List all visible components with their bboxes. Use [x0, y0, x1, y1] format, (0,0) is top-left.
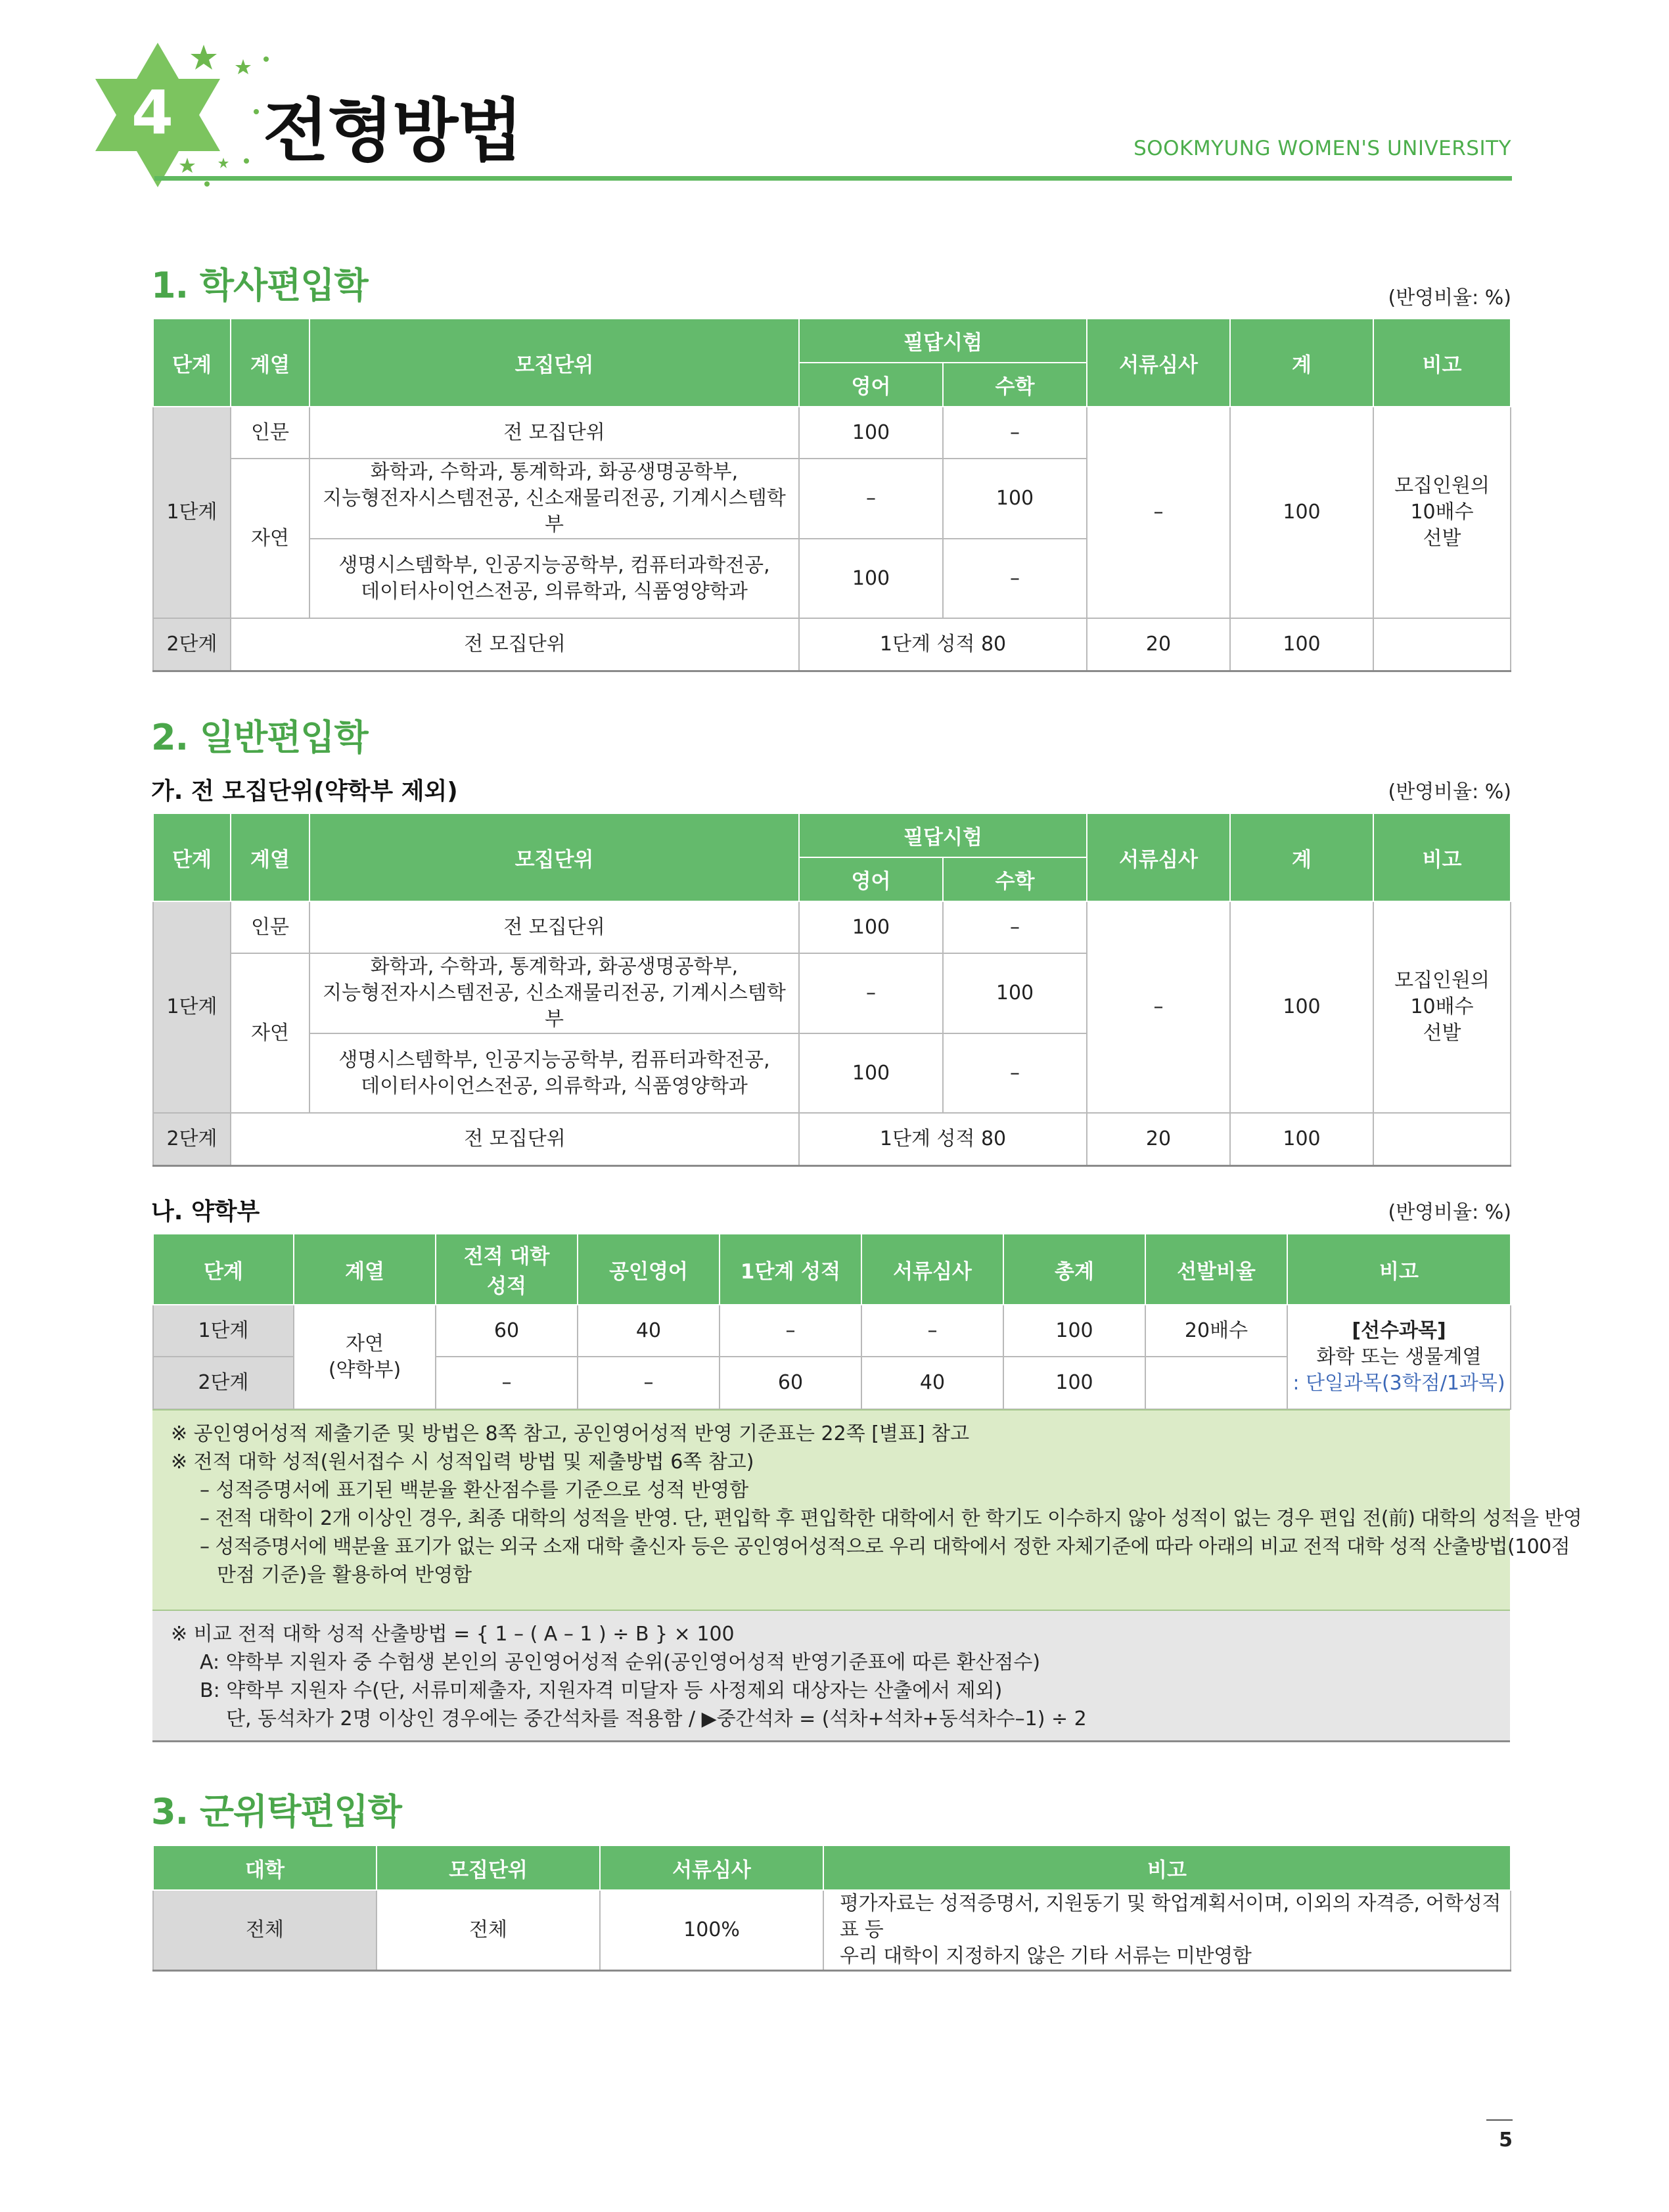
- unit-cell: 전 모집단위: [309, 407, 799, 459]
- note-line: – 성적증명서에 표기된 백분율 환산점수를 기준으로 성적 반영함: [200, 1479, 749, 1502]
- docs-cell: 100%: [600, 1890, 823, 1971]
- english-cell: –: [799, 459, 943, 539]
- header-docs: 서류심사: [1087, 813, 1230, 901]
- total-cell: 100: [1230, 1113, 1373, 1165]
- unit-line: 데이터사이언스전공, 의류학과, 식품영양학과: [361, 579, 748, 603]
- field-cell: 인문: [231, 901, 309, 953]
- ratio-note: (반영비율: %): [1388, 780, 1511, 803]
- english-cell: 100: [799, 407, 943, 459]
- page-number-rule: [1486, 2119, 1513, 2121]
- ratio-cell: 20배수: [1145, 1305, 1287, 1357]
- unit-cell: [309, 1033, 799, 1113]
- gpa-cell: 60: [436, 1305, 578, 1357]
- remarks-cell: [1373, 901, 1511, 1113]
- stage-cell: 2단계: [153, 618, 231, 671]
- remarks-line: 평가자료는 성적증명서, 지원동기 및 학업계획서이며, 이외의 자격증, 어학성적표 등: [840, 1892, 1501, 1941]
- subsection-title-b: 나. 약학부: [151, 1198, 260, 1225]
- note-line: 만점 기준)을 활용하여 반영함: [217, 1564, 472, 1587]
- english-cell: 100: [799, 901, 943, 953]
- header-total: 계: [1230, 813, 1373, 901]
- unit-line: 지능형전자시스템전공, 신소재물리전공, 기계시스템학부: [323, 487, 786, 536]
- unit-cell: 전 모집단위: [231, 618, 799, 671]
- header-rule: [154, 176, 1512, 181]
- remarks-line: 모집인원의: [1394, 969, 1490, 992]
- stage1-score-cell: –: [720, 1305, 861, 1357]
- field-line: 자연: [346, 1332, 384, 1355]
- docs-cell: –: [1087, 407, 1230, 618]
- remarks-cell: [1373, 618, 1511, 671]
- remarks-line: 10배수: [1410, 995, 1474, 1018]
- docs-cell: –: [1087, 901, 1230, 1113]
- gpa-cell: –: [436, 1357, 578, 1409]
- header-field: 계열: [294, 1234, 436, 1305]
- header-stage: 단계: [153, 813, 231, 901]
- formula-line: 단, 동석차가 2명 이상인 경우에는 중간석차를 적용함 / ▶중간석차 = (석차+석차+동석차수–1) ÷ 2: [226, 1707, 1087, 1730]
- section-title-1: 1. 학사편입학: [151, 265, 368, 306]
- header-unit: 모집단위: [309, 813, 799, 901]
- header-total: 총계: [1003, 1234, 1145, 1305]
- unit-cell: 전 모집단위: [231, 1113, 799, 1165]
- stage-cell: 2단계: [153, 1357, 294, 1409]
- section-title-3: 3. 군위탁편입학: [151, 1791, 401, 1832]
- note-line: ※ 공인영어성적 제출기준 및 방법은 8쪽 참고, 공인영어성적 반영 기준표는 22쪽 [별표] 참고: [171, 1422, 970, 1445]
- formula-line: B: 약학부 지원자 수(단, 서류미제출자, 지원자격 미달자 등 사정제외 대상자는 산출에서 제외): [200, 1679, 1003, 1702]
- header-docs: 서류심사: [600, 1845, 823, 1890]
- ratio-cell: [1145, 1357, 1287, 1409]
- field-cell: 자연: [231, 459, 309, 618]
- header-unit: 모집단위: [309, 319, 799, 407]
- field-cell: 자연: [231, 953, 309, 1113]
- remarks-line: 화학 또는 생물계열: [1316, 1345, 1482, 1368]
- remarks-line: 우리 대학이 지정하지 않은 기타 서류는 미반영함: [840, 1945, 1252, 1968]
- remarks-line: 10배수: [1410, 501, 1474, 524]
- remarks-cell: [1373, 1113, 1511, 1165]
- remarks-line: [선수과목]: [1352, 1319, 1446, 1342]
- written-cell: 1단계 성적 80: [799, 1113, 1087, 1165]
- unit-cell: 전 모집단위: [309, 901, 799, 953]
- unit-line: 생명시스템학부, 인공지능공학부, 컴퓨터과학전공,: [338, 553, 770, 577]
- formula-line: ※ 비교 전적 대학 성적 산출방법 = { 1 – ( A – 1 ) ÷ B } × 100: [171, 1623, 735, 1646]
- header-unit: 모집단위: [377, 1845, 600, 1890]
- unit-line: 화학과, 수학과, 통계학과, 화공생명공학부,: [370, 461, 739, 484]
- unit-cell: 전체: [377, 1890, 600, 1971]
- written-cell: 1단계 성적 80: [799, 618, 1087, 671]
- formula-box: [152, 1611, 1510, 1742]
- chapter-star-emblem: [79, 26, 289, 191]
- university-name: SOOKMYUNG WOMEN'S UNIVERSITY: [1133, 137, 1511, 160]
- note-line: ※ 전적 대학 성적(원서접수 시 성적입력 방법 및 제출방법 6쪽 참고): [171, 1451, 754, 1474]
- header-line: 전적 대학: [463, 1245, 550, 1269]
- header-total: 계: [1230, 319, 1373, 407]
- math-cell: –: [943, 1033, 1087, 1113]
- chapter-title: 전형방법: [263, 91, 522, 171]
- remarks-line: 모집인원의: [1394, 474, 1490, 497]
- notes-box: [152, 1409, 1582, 1611]
- unit-line: 생명시스템학부, 인공지능공학부, 컴퓨터과학전공,: [338, 1048, 770, 1072]
- stage-cell: 1단계: [153, 901, 231, 1113]
- english-cell: 40: [578, 1305, 720, 1357]
- header-written-exam: 필답시험: [799, 813, 1087, 857]
- remarks-line: : 단일과목(3학점/1과목): [1292, 1371, 1505, 1395]
- math-cell: 100: [943, 459, 1087, 539]
- total-cell: 100: [1230, 407, 1373, 618]
- header-written-exam: 필답시험: [799, 319, 1087, 363]
- total-cell: 100: [1230, 618, 1373, 671]
- header-stage: 단계: [153, 1234, 294, 1305]
- header-prior-gpa: [436, 1234, 578, 1305]
- docs-cell: 40: [861, 1357, 1003, 1409]
- total-cell: 100: [1230, 901, 1373, 1113]
- table-military-transfer: [152, 1845, 1511, 1972]
- total-cell: 100: [1003, 1357, 1145, 1409]
- stage1-score-cell: 60: [720, 1357, 861, 1409]
- docs-cell: 20: [1087, 618, 1230, 671]
- remarks-line: 선발: [1423, 1022, 1461, 1045]
- field-cell: 인문: [231, 407, 309, 459]
- english-cell: 100: [799, 1033, 943, 1113]
- unit-cell: [309, 539, 799, 618]
- header-college: 대학: [153, 1845, 377, 1890]
- field-cell: [294, 1305, 436, 1409]
- table-pharmacy: [152, 1233, 1511, 1410]
- remarks-cell: [1287, 1305, 1511, 1409]
- docs-cell: 20: [1087, 1113, 1230, 1165]
- ratio-note: (반영비율: %): [1388, 286, 1511, 309]
- unit-line: 데이터사이언스전공, 의류학과, 식품영양학과: [361, 1074, 748, 1098]
- remarks-cell: [1373, 407, 1511, 618]
- note-line: – 전적 대학이 2개 이상인 경우, 최종 대학의 성적을 반영. 단, 편입학 후 편입학한 대학에서 한 학기도 이수하지 않아 성적이 없는 경우 편입 전(前) 대학의 성적을 반영: [200, 1507, 1582, 1530]
- remarks-line: 선발: [1423, 527, 1461, 550]
- subsection-title-a: 가. 전 모집단위(약학부 제외): [151, 778, 458, 805]
- college-cell: 전체: [153, 1890, 377, 1971]
- math-cell: –: [943, 407, 1087, 459]
- stage-cell: 2단계: [153, 1113, 231, 1165]
- header-docs: 서류심사: [1087, 319, 1230, 407]
- math-cell: 100: [943, 953, 1087, 1033]
- formula-line: A: 약학부 지원자 중 수험생 본인의 공인영어성적 순위(공인영어성적 반영기준표에 따른 환산점수): [200, 1651, 1041, 1674]
- english-cell: –: [799, 953, 943, 1033]
- ratio-note: (반영비율: %): [1388, 1201, 1511, 1224]
- header-remarks: 비고: [1373, 319, 1511, 407]
- english-cell: –: [578, 1357, 720, 1409]
- table-general-transfer: [152, 813, 1511, 1167]
- header-remarks: 비고: [823, 1845, 1511, 1890]
- unit-line: 지능형전자시스템전공, 신소재물리전공, 기계시스템학부: [323, 982, 786, 1031]
- header-stage: 단계: [153, 319, 231, 407]
- header-field: 계열: [231, 813, 309, 901]
- header-english: 영어: [799, 363, 943, 407]
- remarks-cell: [823, 1890, 1511, 1971]
- unit-line: 화학과, 수학과, 통계학과, 화공생명공학부,: [370, 955, 739, 978]
- stage-cell: 1단계: [153, 1305, 294, 1357]
- header-stage1-score: 1단계 성적: [720, 1234, 861, 1305]
- math-cell: –: [943, 901, 1087, 953]
- header-line: 성적: [487, 1275, 526, 1298]
- field-line: (약학부): [328, 1358, 401, 1382]
- page-number: 5: [1499, 2129, 1513, 2152]
- header-english: 영어: [799, 857, 943, 901]
- note-line: – 성적증명서에 백분율 표기가 없는 외국 소재 대학 출신자 등은 공인영어성적으로 우리 대학에서 정한 자체기준에 따라 아래의 비교 전적 대학 성적 산출방법(100점: [200, 1535, 1570, 1558]
- header-remarks: 비고: [1373, 813, 1511, 901]
- english-cell: 100: [799, 539, 943, 618]
- unit-cell: [309, 459, 799, 539]
- header-math: 수학: [943, 857, 1087, 901]
- chapter-number: 4: [131, 78, 174, 148]
- unit-cell: [309, 953, 799, 1033]
- header-field: 계열: [231, 319, 309, 407]
- header-remarks: 비고: [1287, 1234, 1511, 1305]
- header-ratio: 선발비율: [1145, 1234, 1287, 1305]
- header-docs: 서류심사: [861, 1234, 1003, 1305]
- table-bachelor-transfer: [152, 318, 1511, 672]
- docs-cell: –: [861, 1305, 1003, 1357]
- total-cell: 100: [1003, 1305, 1145, 1357]
- header-english: 공인영어: [578, 1234, 720, 1305]
- header-math: 수학: [943, 363, 1087, 407]
- section-title-2: 2. 일반편입학: [151, 717, 368, 758]
- stage-cell: 1단계: [153, 407, 231, 618]
- math-cell: –: [943, 539, 1087, 618]
